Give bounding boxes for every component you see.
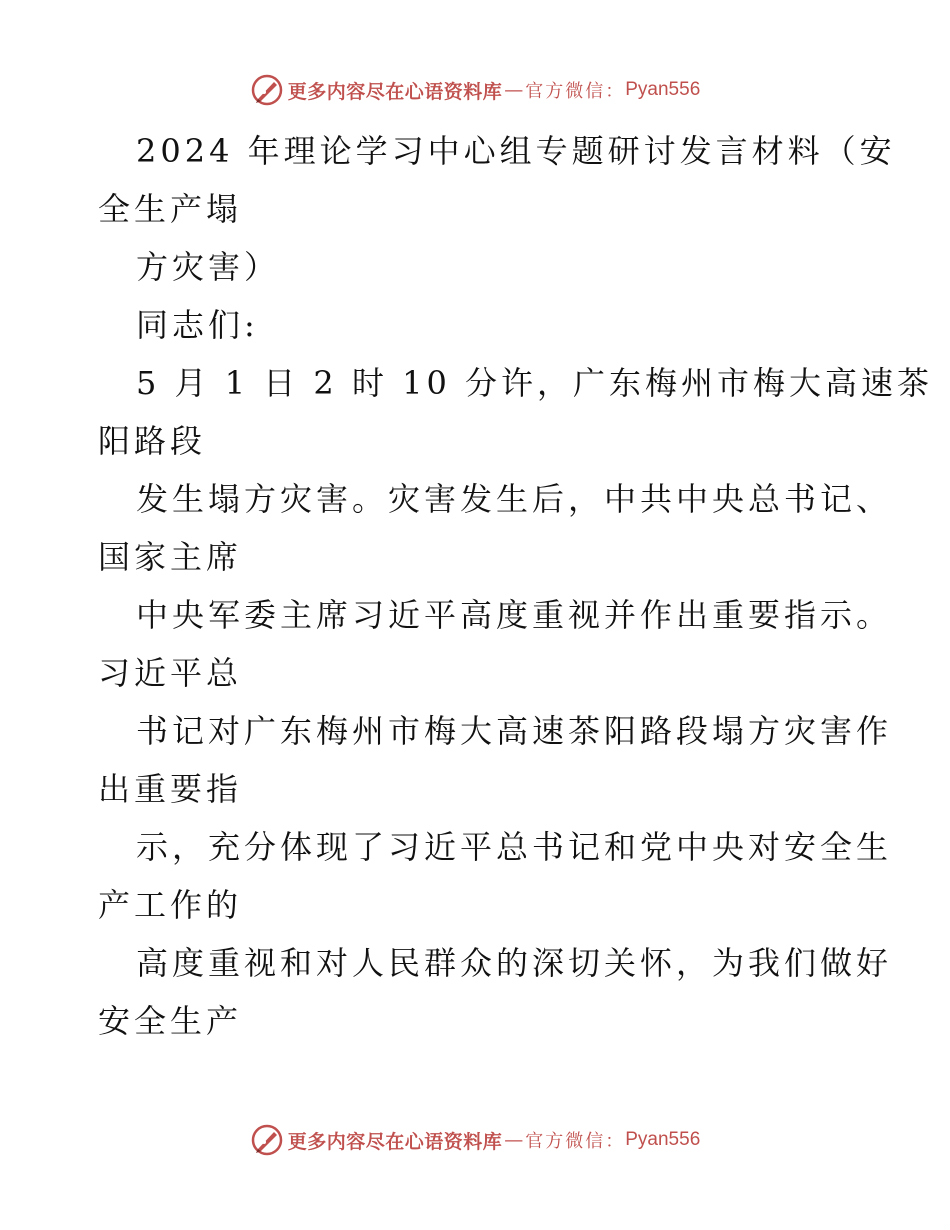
text-line: 安全生产	[98, 1002, 243, 1040]
text-line: 国家主席	[98, 538, 243, 576]
pen-logo-icon	[250, 1123, 284, 1157]
header-banner	[0, 70, 950, 110]
text-line: 示，充分体现了习近平总书记和党中央对安全生	[136, 828, 893, 866]
text-line: 同志们:	[136, 306, 259, 344]
text-line: 高度重视和对人民群众的深切关怀，为我们做好	[136, 944, 893, 982]
banner-wechat-label: 官方微信：	[525, 81, 626, 102]
banner-wechat-id: Pyan556	[625, 79, 701, 100]
text-line: 中央军委主席习近平高度重视并作出重要指示。	[136, 596, 893, 634]
text-line: 出重要指	[98, 770, 243, 808]
pen-logo-icon	[250, 73, 284, 107]
banner-dash: —	[504, 79, 524, 101]
text-line: 全生产塌	[98, 190, 243, 228]
footer-banner	[0, 1120, 950, 1160]
banner-wechat-label: 官方微信：	[525, 1131, 626, 1152]
text-line: 发生塌方灾害。灾害发生后，中共中央总书记、	[136, 480, 893, 518]
text-line: 产工作的	[98, 886, 243, 924]
banner-dash: —	[504, 1129, 524, 1151]
banner-wechat-id: Pyan556	[625, 1129, 701, 1150]
text-line: 书记对广东梅州市梅大高速茶阳路段塌方灾害作	[136, 712, 893, 750]
text-line: 方灾害）	[136, 248, 281, 286]
banner-site-text: 更多内容尽在心语资料库	[287, 80, 503, 103]
text-line: 习近平总	[98, 654, 243, 692]
document-body	[98, 122, 934, 1050]
text-line: 阳路段	[98, 422, 207, 460]
text-line: 2024 年理论学习中心组专题研讨发言材料（安	[136, 132, 896, 170]
text-line: 5 月 1 日 2 时 10 分许，广东梅州市梅大高速茶	[136, 364, 934, 402]
banner-site-text: 更多内容尽在心语资料库	[287, 1130, 503, 1153]
